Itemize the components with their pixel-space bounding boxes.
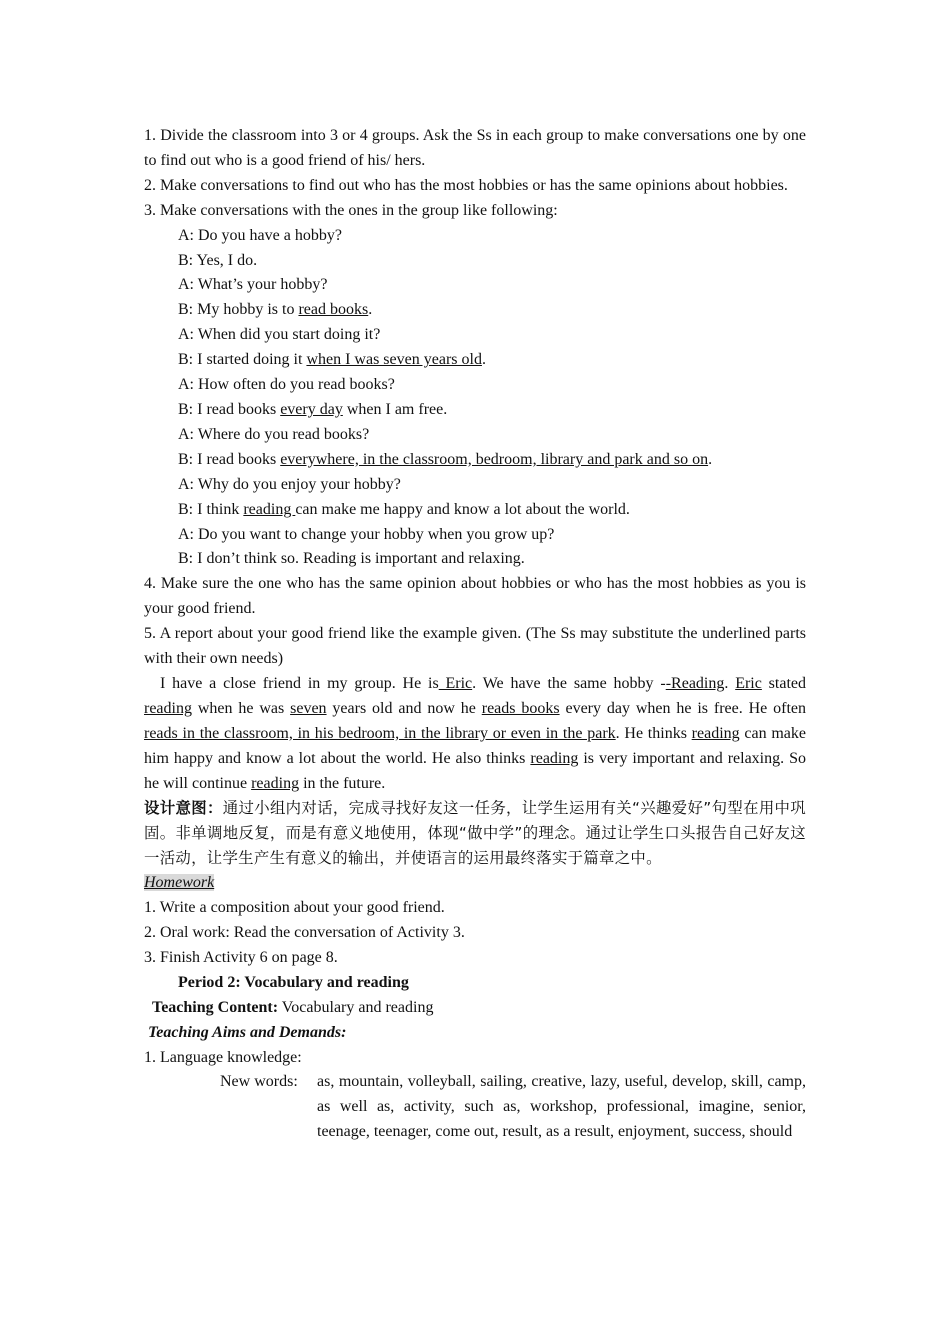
- underlined-phrase: reads in the classroom, in his bedroom, in the library or even in the park: [144, 724, 616, 742]
- underlined-phrase: -Reading: [665, 674, 725, 692]
- new-words-label: New words:: [220, 1073, 298, 1091]
- sample-dialogue: [144, 224, 806, 573]
- dialogue-text: .: [708, 450, 713, 468]
- underlined-phrase: reading: [251, 774, 300, 792]
- step-2: 2. Make conversations to find out who has the most hobbies or has the same opinions about hobbies.: [144, 176, 788, 194]
- underlined-phrase: every day: [280, 400, 343, 418]
- dialogue-text: B: I think: [178, 500, 244, 518]
- report-text: stated: [761, 674, 807, 692]
- dialogue-line: A: Do you have a hobby?: [178, 226, 342, 244]
- report-text: every day when he is free. He often: [559, 699, 807, 717]
- dialogue-text: .: [481, 351, 486, 369]
- dialogue-line: A: Why do you enjoy your hobby?: [178, 475, 401, 493]
- report-text: can make him happy and know a lot about the world. He also thinks: [144, 724, 806, 767]
- design-intent-text: 通过小组内对话，完成寻找好友这一任务，让学生运用有关“兴趣爱好”句型在用中巩固。非单调地反复，而是有意义地使用，体现“做中学”的理念。通过让学生口头报告自己好友这一活动，让学生产生有意义的输出，并使语言的运用最终落实于篇章之中。: [144, 799, 806, 868]
- report-text: . He thinks: [615, 724, 692, 742]
- dialogue-text: B: I read books: [178, 400, 281, 418]
- step-3: 3. Make conversations with the ones in the group like following:: [144, 201, 558, 219]
- underlined-phrase: Eric: [438, 674, 473, 692]
- underlined-phrase: read books: [298, 301, 369, 319]
- report-text: is very important and relaxing. So he will continue: [144, 749, 807, 792]
- document-page: [144, 124, 806, 1145]
- underlined-phrase: reading: [691, 724, 740, 742]
- dialogue-line: A: How often do you read books?: [178, 376, 395, 394]
- report-text: when he was: [191, 699, 291, 717]
- underlined-phrase: everywhere, in the classroom, bedroom, library and park and so on: [280, 450, 709, 468]
- report-text: years old and now he: [326, 699, 482, 717]
- new-words-list: as, mountain, volleyball, sailing, creative, lazy, useful, develop, skill, camp, as well as, activity, such as, workshop, professional, imagine, senior, teenage, teenager, come out, result, as a result, enjoyment, success, should: [317, 1073, 806, 1141]
- step-4: 4. Make sure the one who has the same opinion about hobbies or who has the most hobbies as you is your good friend.: [144, 575, 806, 618]
- report-text: I have a close friend in my group. He is: [160, 674, 439, 692]
- homework-item: 1. Write a composition about your good friend.: [144, 899, 445, 917]
- homework-heading: Homework: [144, 874, 215, 892]
- dialogue-text: B: I started doing it: [178, 351, 307, 369]
- teaching-content: [144, 996, 806, 1021]
- homework-heading-line: [144, 871, 806, 896]
- design-intent-label: 设计意图：: [144, 799, 223, 818]
- underlined-phrase: reads books: [481, 699, 560, 717]
- underlined-phrase: reading: [144, 699, 192, 717]
- dialogue-line: A: Do you want to change your hobby when you grow up?: [178, 525, 555, 543]
- dialogue-line: [144, 498, 806, 523]
- step-1: 1. Divide the classroom into 3 or 4 groups. Ask the Ss in each group to make conversations one by one to find out who is a good friend of his/ hers.: [144, 127, 806, 169]
- underlined-phrase: reading: [530, 749, 579, 767]
- dialogue-line: [144, 298, 806, 323]
- design-intent: [144, 796, 806, 871]
- step-5: 5. A report about your good friend like the example given. (The Ss may substitute the underlined parts with their own needs): [144, 625, 806, 668]
- dialogue-line: B: Yes, I do.: [178, 251, 258, 269]
- teaching-content-label: Teaching Content:: [152, 998, 279, 1016]
- report-paragraph: [144, 672, 806, 797]
- underlined-phrase: reading: [243, 500, 296, 518]
- teaching-content-value: Vocabulary and reading: [278, 998, 434, 1016]
- period-title: Period 2: Vocabulary and reading: [178, 973, 409, 991]
- new-words: [144, 1070, 806, 1145]
- dialogue-text: can make me happy and know a lot about the world.: [295, 500, 630, 518]
- language-knowledge: 1. Language knowledge:: [144, 1048, 302, 1066]
- underlined-phrase: seven: [290, 699, 327, 717]
- teaching-aims-heading: Teaching Aims and Demands:: [148, 1023, 347, 1041]
- report-text: .: [724, 674, 736, 692]
- homework-item: 2. Oral work: Read the conversation of Activity 3.: [144, 924, 465, 941]
- dialogue-line: B: I don’t think so. Reading is important and relaxing.: [178, 550, 525, 568]
- underlined-phrase: when I was seven years old: [306, 351, 482, 369]
- dialogue-line: [144, 448, 806, 473]
- dialogue-line: A: What’s your hobby?: [178, 276, 328, 294]
- dialogue-line: [144, 348, 806, 373]
- dialogue-text: B: My hobby is to: [178, 301, 299, 319]
- underlined-phrase: Eric: [735, 674, 762, 692]
- dialogue-text: .: [368, 301, 373, 319]
- dialogue-text: B: I read books: [178, 450, 281, 468]
- report-text: . We have the same hobby -: [472, 674, 666, 692]
- report-text: in the future.: [299, 774, 386, 792]
- homework-item: 3. Finish Activity 6 on page 8.: [144, 948, 338, 966]
- dialogue-text: when I am free.: [342, 400, 448, 418]
- dialogue-line: [144, 398, 806, 423]
- dialogue-line: A: When did you start doing it?: [178, 326, 381, 344]
- dialogue-line: A: Where do you read books?: [178, 425, 370, 443]
